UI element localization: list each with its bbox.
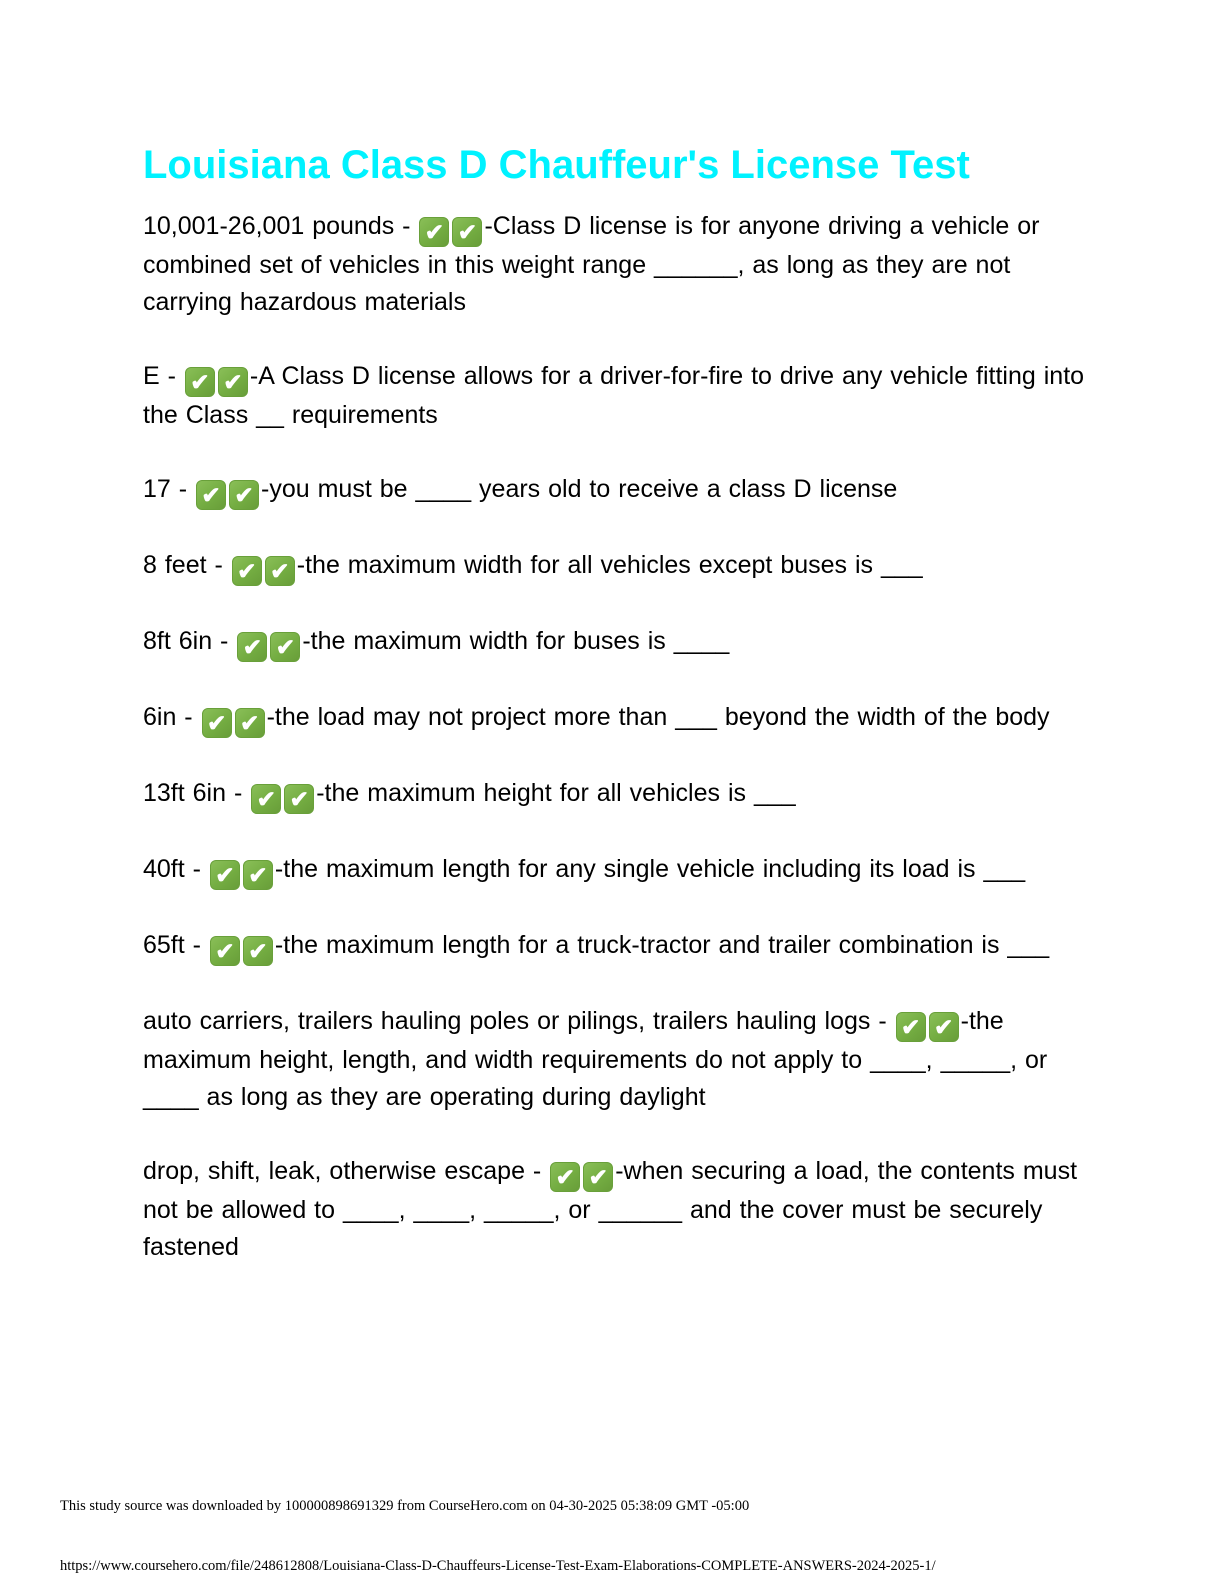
check-icon: ✔ <box>929 1012 959 1042</box>
check-icon: ✔ <box>419 217 449 247</box>
qa-item <box>143 699 1087 738</box>
qa-item <box>143 471 1087 510</box>
check-icon: ✔ <box>210 860 240 890</box>
check-icon: ✔ <box>550 1162 580 1192</box>
qa-answer: 65ft - <box>143 931 209 959</box>
qa-item <box>143 208 1087 321</box>
qa-question: -when securing a load, the contents must not be allowed to ____, ____, _____, or ______ and the cover must be securely fastened <box>143 1157 1078 1261</box>
qa-question: -the maximum height for all vehicles is ___ <box>316 779 796 807</box>
qa-question: -you must be ____ years old to receive a class D license <box>261 475 898 503</box>
check-icon: ✔ <box>251 784 281 814</box>
qa-question: -the load may not project more than ___ beyond the width of the body <box>266 703 1050 731</box>
qa-question: -the maximum length for a truck-tractor and trailer combination is ___ <box>274 931 1050 959</box>
check-icon: ✔ <box>237 632 267 662</box>
check-icon: ✔ <box>896 1012 926 1042</box>
check-icon: ✔ <box>235 708 265 738</box>
qa-item <box>143 623 1087 662</box>
document-content <box>143 132 1087 1303</box>
qa-item <box>143 547 1087 586</box>
qa-answer: drop, shift, leak, otherwise escape - <box>143 1157 550 1185</box>
check-icon: ✔ <box>265 556 295 586</box>
qa-list <box>143 208 1087 1266</box>
qa-answer: auto carriers, trailers hauling poles or pilings, trailers hauling logs - <box>143 1007 895 1035</box>
qa-question: -the maximum height, length, and width requirements do not apply to ____, _____, or ____ as long as they are operating during daylight <box>143 1007 1048 1111</box>
check-icon: ✔ <box>232 556 262 586</box>
qa-answer: 17 - <box>143 475 196 503</box>
page-title: Louisiana Class D Chauffeur's License Test <box>143 143 970 187</box>
qa-question: -the maximum length for any single vehicle including its load is ___ <box>274 855 1026 883</box>
check-icon: ✔ <box>243 936 273 966</box>
check-icon: ✔ <box>202 708 232 738</box>
check-icon: ✔ <box>284 784 314 814</box>
qa-item <box>143 1003 1087 1116</box>
check-icon: ✔ <box>196 480 226 510</box>
qa-question: -the maximum width for buses is ____ <box>302 627 730 655</box>
qa-answer: 6in - <box>143 703 201 731</box>
qa-item <box>143 851 1087 890</box>
qa-answer: E - <box>143 362 184 390</box>
qa-question: -A Class D license allows for a driver-for-fire to drive any vehicle fitting into the Class __ requirements <box>143 362 1085 429</box>
qa-item <box>143 1153 1087 1266</box>
qa-question: -the maximum width for all vehicles except buses is ___ <box>296 551 923 579</box>
footer-source-url: https://www.coursehero.com/file/248612808/Louisiana-Class-D-Chauffeurs-License-Test-Exam-Elaborations-COMPLETE-ANSWERS-2024-2025-1/ <box>60 1558 936 1574</box>
qa-answer: 10,001-26,001 pounds - <box>143 212 419 240</box>
check-icon: ✔ <box>185 367 215 397</box>
qa-answer: 40ft - <box>143 855 209 883</box>
qa-item <box>143 358 1087 434</box>
qa-answer: 8 feet - <box>143 551 231 579</box>
check-icon: ✔ <box>229 480 259 510</box>
check-icon: ✔ <box>452 217 482 247</box>
check-icon: ✔ <box>243 860 273 890</box>
qa-answer: 13ft 6in - <box>143 779 251 807</box>
qa-item <box>143 775 1087 814</box>
qa-answer: 8ft 6in - <box>143 627 237 655</box>
check-icon: ✔ <box>270 632 300 662</box>
qa-question: -Class D license is for anyone driving a vehicle or combined set of vehicles in this weight range ______, as long as they are not carrying hazardous materials <box>143 212 1040 316</box>
check-icon: ✔ <box>210 936 240 966</box>
qa-item <box>143 927 1087 966</box>
footer-download-note: This study source was downloaded by 100000898691329 from CourseHero.com on 04-30-2025 05:38:09 GMT -05:00 <box>60 1498 750 1514</box>
check-icon: ✔ <box>218 367 248 397</box>
check-icon: ✔ <box>583 1162 613 1192</box>
